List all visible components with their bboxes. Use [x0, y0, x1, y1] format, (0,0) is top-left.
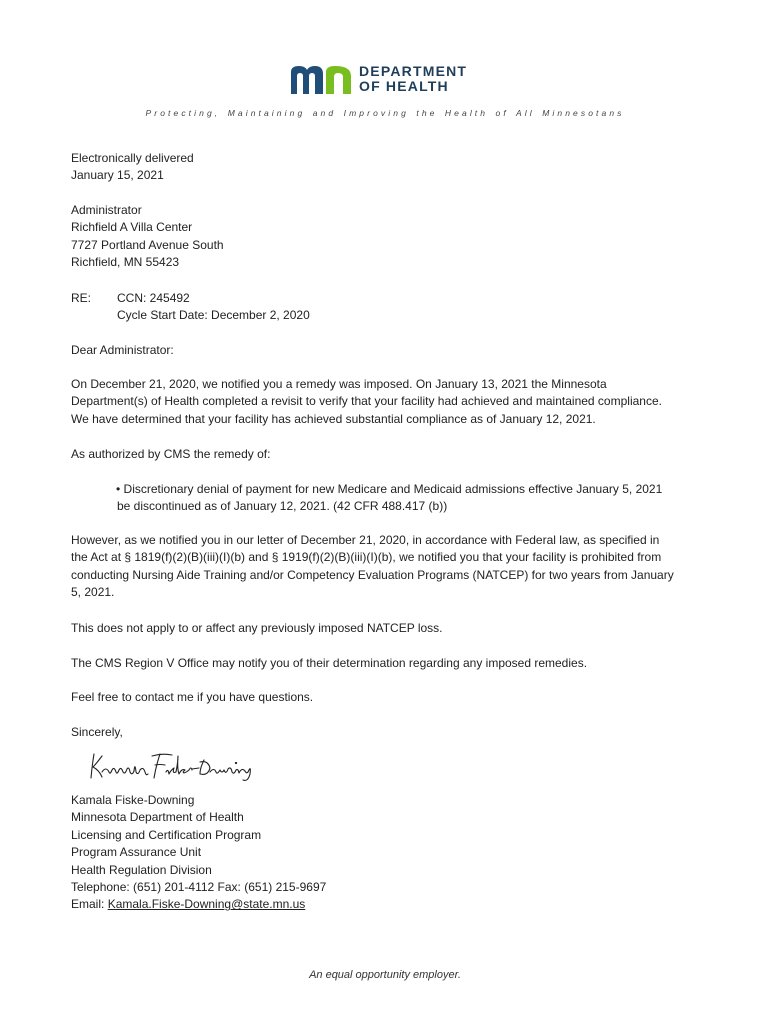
recipient-line: 7727 Portland Avenue South: [71, 237, 224, 252]
paragraph-line: However, as we notified you in our letter of December 21, 2020, in accordance with Federal law, as specified in: [71, 533, 660, 547]
recipient-address: [71, 202, 224, 272]
paragraph-line: On December 21, 2020, we notified you a remedy was imposed. On January 13, 2021 the Minnesota: [71, 377, 607, 391]
paragraph-authorized: As authorized by CMS the remedy of:: [71, 447, 271, 461]
paragraph-line: the Act at § 1819(f)(2)(B)(iii)(I)(b) and § 1919(f)(2)(B)(iii)(I)(b), we notified you that your facility is prohibited from: [71, 550, 662, 565]
signer-name: Kamala Fiske-Downing: [71, 793, 195, 807]
salutation: Dear Administrator:: [71, 343, 174, 357]
letter-date: January 15, 2021: [71, 168, 164, 183]
paragraph-line: We have determined that your facility has achieved substantial compliance as of January 12, 2021.: [71, 411, 596, 426]
recipient-line: Richfield A Villa Center: [71, 220, 193, 235]
signer-line: Minnesota Department of Health: [71, 810, 244, 825]
signature-icon: [88, 750, 258, 784]
bullet-line: be discontinued as of January 12, 2021. (42 CFR 488.417 (b)): [117, 499, 448, 514]
paragraph-line: Department(s) of Health completed a revisit to verify that your facility had achieved and maintained compliance.: [71, 394, 662, 409]
paragraph-prior-loss: This does not apply to or affect any previously imposed NATCEP loss.: [71, 621, 443, 635]
re-line-ccn: CCN: 245492: [117, 291, 190, 305]
re-line-cycle: Cycle Start Date: December 2, 2020: [117, 308, 310, 323]
delivery-block: [71, 150, 194, 185]
recipient-line: Administrator: [71, 203, 142, 217]
signer-line: Licensing and Certification Program: [71, 827, 262, 842]
mdh-logo: [289, 62, 467, 96]
footer-eoe: An equal opportunity employer.: [309, 969, 461, 981]
re-label: RE:: [71, 291, 92, 305]
paragraph-line: conducting Nursing Aide Training and/or Competency Evaluation Programs (NATCEP) for two years from January: [71, 567, 674, 582]
signer-line: Program Assurance Unit: [71, 845, 202, 860]
re-details: [117, 290, 310, 325]
org-name-line1: DEPARTMENT: [359, 63, 468, 79]
paragraph-contact: Feel free to contact me if you have questions.: [71, 690, 314, 704]
email-label: Email:: [71, 897, 108, 912]
paragraph-natcep: [71, 532, 674, 602]
paragraph-cms-region: The CMS Region V Office may notify you of their determination regarding any imposed remedies.: [71, 656, 588, 670]
mn-logo-mark-icon: [289, 64, 353, 94]
recipient-line: Richfield, MN 55423: [71, 255, 180, 270]
remedy-bullet: [116, 481, 662, 516]
delivery-method: Electronically delivered: [71, 151, 194, 165]
bullet-line: • Discretionary denial of payment for new Medicare and Medicaid admissions effective January 5, 2021: [116, 482, 663, 496]
tagline: Protecting, Maintaining and Improving the Health of All Minnesotans: [145, 108, 625, 118]
handwritten-signature: [88, 750, 258, 789]
signer-block: [71, 792, 326, 914]
org-name-line2: OF HEALTH: [359, 78, 449, 94]
email-link[interactable]: Kamala.Fiske-Downing@state.mn.us: [107, 897, 306, 912]
signer-phone-fax: Telephone: (651) 201-4112 Fax: (651) 215-9697: [71, 880, 327, 895]
paragraph-remedy-notice: [71, 376, 662, 428]
paragraph-line: 5, 2021.: [71, 585, 115, 600]
signer-email-line: [71, 896, 326, 913]
signer-line: Health Regulation Division: [71, 862, 212, 877]
closing: Sincerely,: [71, 725, 123, 739]
